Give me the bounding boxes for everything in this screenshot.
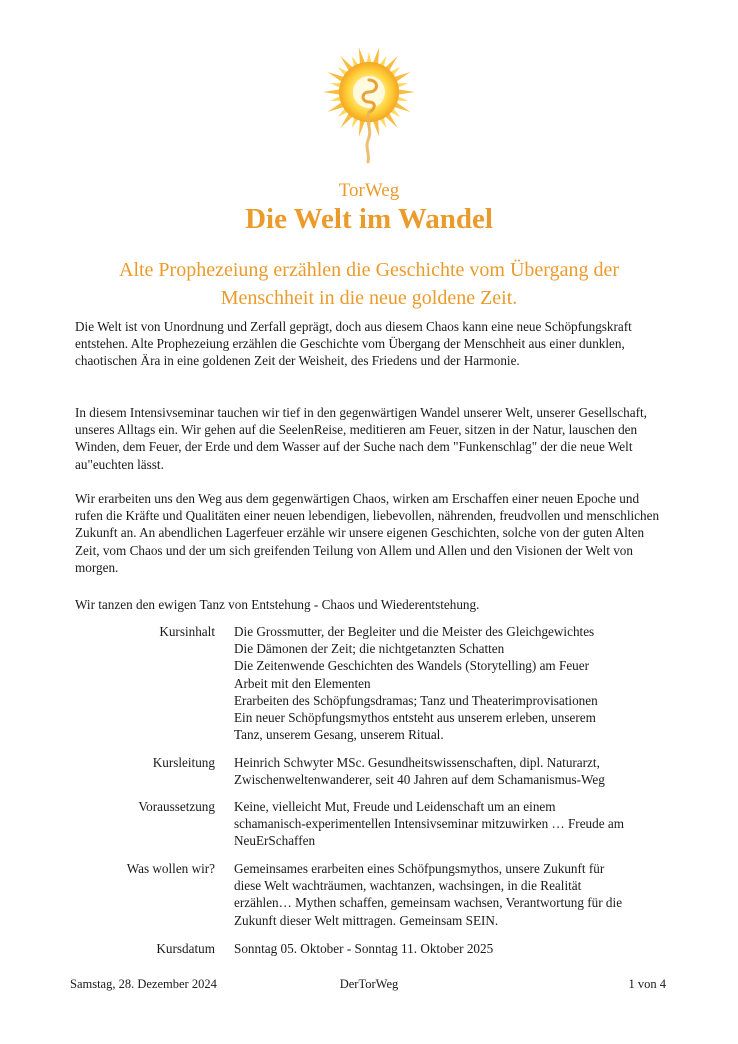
- voraussetzung-label: Voraussetzung: [138, 799, 215, 814]
- waswollenwir-line: erzählen… Mythen schaffen, gemeinsam wachsen, Verantwortung für die: [234, 895, 623, 911]
- kursinhalt-value: [234, 623, 674, 743]
- kursleitung-line: Heinrich Schwyter MSc. Gesundheitswissenschaften, dipl. Naturarzt,: [234, 755, 600, 770]
- dance-paragraph: Wir tanzen den ewigen Tanz von Entstehung - Chaos und Wiederentstehung.: [75, 597, 480, 612]
- kursleitung-line: Zwischenweltenwanderer, seit 40 Jahren auf dem Schamanismus-Weg: [234, 772, 605, 788]
- kursleitung-label: Kursleitung: [152, 755, 215, 770]
- waswollenwir-label: Was wollen wir?: [126, 861, 215, 876]
- footer-center: DerTorWeg: [339, 977, 399, 991]
- page-subtitle: [80, 256, 658, 312]
- waswollenwir-line: Zukunft dieser Welt mittragen. Gemeinsam SEIN.: [234, 912, 499, 928]
- kursinhalt-line: Ein neuer Schöpfungsmythos entsteht aus unserem erleben, unserem: [234, 710, 596, 726]
- kursinhalt-label: Kursinhalt: [159, 624, 215, 639]
- voraussetzung-line: NeuErSchaffen: [234, 833, 316, 849]
- voraussetzung-line: schamanisch-experimentellen Intensivseminar mitzuwirken … Freude am: [234, 816, 625, 832]
- kursdatum-label: Kursdatum: [156, 941, 215, 956]
- brand-name: TorWeg: [338, 180, 400, 201]
- waswollenwir-line: diese Welt wachträumen, wachtanzen, wachsingen, in die Realität: [234, 878, 582, 894]
- voraussetzung-line: Keine, vielleicht Mut, Freude und Leidenschaft um an einem: [234, 799, 556, 814]
- waswollenwir-value: [234, 860, 674, 929]
- intro-paragraph: Die Welt ist von Unordnung und Zerfall geprägt, doch aus diesem Chaos kann eine neue Schöpfungskraft entstehen. Alte Prophezeiung erzählen die Geschichte vom Übergang der Menschheit aus einer dunklen, chaotischen Ära in eine goldenen Zeit der Weisheit, des Friedens und der Harmonie.: [75, 319, 632, 369]
- kursinhalt-line: Die Dämonen der Zeit; die nichtgetanzten Schatten: [234, 641, 505, 657]
- footer-date: Samstag, 28. Dezember 2024: [70, 977, 217, 991]
- kursinhalt-line: Tanz, unserem Gesang, unserem Ritual.: [234, 727, 444, 743]
- seminar-paragraph: In diesem Intensivseminar tauchen wir tief in den gegenwärtigen Wandel unserer Welt, unserer Gesellschaft, unseres Alltags ein. Wir gehen auf die SeelenReise, meditieren am Feuer, sitzen in der Natur, lauschen den Winden, dem Feuer, der Erde und dem Wasser auf der Suche nach dem "Funkenschlag" der die neue Welt au"euchten lässt.: [75, 405, 647, 472]
- waswollenwir-line: Gemeinsames erarbeiten eines Schöfpungsmythos, unsere Zukunft für: [234, 861, 605, 876]
- kursdatum-value: [234, 940, 674, 957]
- kursdatum-line: Sonntag 05. Oktober - Sonntag 11. Oktober 2025: [234, 941, 494, 956]
- sun-spiral-logo: [321, 44, 417, 166]
- footer-page-number: 1 von 4: [628, 977, 666, 991]
- kursinhalt-line: Erarbeiten des Schöpfungsdramas; Tanz und Theaterimprovisationen: [234, 692, 598, 708]
- subtitle-line: Alte Prophezeiung erzählen die Geschichte vom Übergang der: [119, 259, 619, 281]
- voraussetzung-value: [234, 798, 674, 850]
- work-paragraph: Wir erarbeiten uns den Weg aus dem gegenwärtigen Chaos, wirken am Erschaffen einer neuen Epoche und rufen die Kräfte und Qualitäten einer neuen lebendigen, liebevollen, nährenden, freudvollen und menschlichen Zukunft an. An abendlichen Lagerfeuer erzähle wir unsere eigenen Geschichten, solche von der guten Alten Zeit, vom Chaos und der um sich greifenden Teilung von Allem und Allen und den Visionen der Welt von morgen.: [75, 491, 660, 575]
- page-title: Die Welt im Wandel: [245, 203, 493, 235]
- kursinhalt-line: Die Grossmutter, der Begleiter und die Meister des Gleichgewichtes: [234, 624, 595, 639]
- kursinhalt-line: Die Zeitenwende Geschichten des Wandels (Storytelling) am Feuer: [234, 658, 590, 674]
- kursinhalt-line: Arbeit mit den Elementen: [234, 675, 371, 691]
- kursleitung-value: [234, 754, 674, 788]
- subtitle-line: Menschheit in die neue goldene Zeit.: [220, 287, 518, 309]
